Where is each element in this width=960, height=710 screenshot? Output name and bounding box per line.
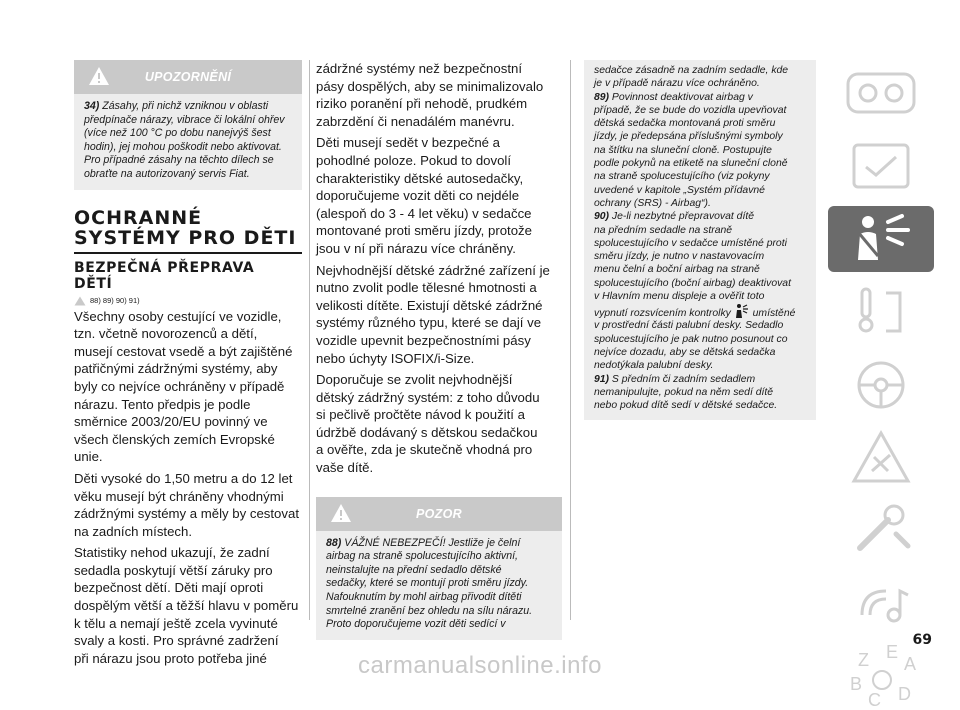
text-line: obraťte na autorizovaný servis Fiat. bbox=[84, 167, 250, 180]
text-line: vozidle upevnit bezpečnostními pásy bbox=[316, 332, 531, 348]
text-line: neinstalujte na přední sedadlo dětské bbox=[326, 563, 502, 576]
seatbelt-airbag-icon bbox=[828, 206, 934, 272]
text-line: nejvíce dozadu, aby se dětská sedačka bbox=[594, 346, 776, 358]
text-line: zádržnými systémy a měly by cestovat bbox=[74, 506, 299, 522]
index-letter-e: E bbox=[886, 644, 899, 662]
warning-breakdown-icon bbox=[828, 425, 934, 491]
section-subtitle bbox=[74, 260, 302, 292]
section-title bbox=[74, 208, 302, 248]
text-line: směrnice 2003/20/EU povinný ve bbox=[74, 414, 268, 430]
text-line: Nejvhodnější dětské zádržné zařízení je bbox=[316, 262, 550, 278]
column-divider bbox=[570, 60, 571, 620]
text-line: k tělu a nemají ještě zcela vyvinuté bbox=[74, 615, 278, 631]
tab-emergency[interactable] bbox=[828, 425, 934, 491]
text-line: při nárazu jsou proto potřeba jiné bbox=[74, 650, 267, 666]
tab-steering[interactable] bbox=[828, 352, 934, 418]
tab-dashboard[interactable] bbox=[828, 60, 934, 126]
index-letter-b: B bbox=[850, 674, 863, 694]
service-wrench-icon bbox=[828, 498, 934, 564]
warning-box-text bbox=[74, 94, 302, 190]
pozor-box-header bbox=[316, 497, 562, 531]
note-references bbox=[74, 296, 302, 306]
tab-service[interactable] bbox=[828, 498, 934, 564]
page-number: 69 bbox=[912, 632, 932, 648]
index-letter-z: Z bbox=[858, 650, 869, 670]
text-line: Zásahy, při nichž vzniknou v oblasti bbox=[102, 100, 269, 112]
text-line: Statistiky nehod ukazují, že zadní bbox=[74, 545, 270, 561]
note-number: 90) bbox=[594, 211, 610, 223]
index-letter-a: A bbox=[904, 654, 917, 674]
text-line: charakteristiky dětské autosedačky, bbox=[316, 170, 524, 186]
text-line: montované proti směru jízdy, protože bbox=[316, 223, 532, 239]
tab-safety[interactable] bbox=[828, 206, 934, 272]
text-line: případě, že se bude do vozidla upevňovat bbox=[594, 104, 787, 116]
text-line: riziko poranění při nehodě, prudkém bbox=[316, 96, 528, 112]
text-line: pohodlné poloze. Pokud to dovolí bbox=[316, 152, 512, 168]
text-line: sedačce zásadně na zadním sedadle, kde bbox=[594, 65, 789, 76]
text-line: tzn. včetně novorozenců a dětí, bbox=[74, 326, 258, 342]
text-line: sedačky, které se montují proti směru jízdy. bbox=[326, 577, 529, 590]
pozor-box-continued-text bbox=[584, 60, 816, 420]
paragraph bbox=[74, 470, 302, 540]
text-line: dětský zádržný systém: z toho důvodu bbox=[316, 389, 540, 405]
multimedia-radio-icon bbox=[828, 571, 934, 637]
text-line: v Hlavním menu displeje a ověřit toto bbox=[594, 291, 765, 303]
subtitle-line: DĚTÍ bbox=[74, 275, 113, 292]
text-line: nutno zvolit podle tělesné hmotnosti a bbox=[316, 280, 537, 296]
text-line: a ověřte, zda je skutečně vhodná pro bbox=[316, 442, 533, 458]
tab-multimedia[interactable] bbox=[828, 571, 934, 637]
warning-triangle-icon bbox=[74, 296, 86, 306]
text-line: jízdy, je předepsána příslušnými symboly bbox=[594, 131, 783, 143]
text-line: musejí cestovat vsedě a být zajištěné bbox=[74, 343, 293, 359]
text-line: patřičnými zádržnými systémy, aby bbox=[74, 361, 278, 377]
text-line: Pro případné zásahy na těchto dílech se bbox=[84, 154, 274, 167]
text-line: dospělým větší a těžší hlavu v poměru bbox=[74, 598, 299, 614]
text-line: na straně spolucestujícího (viz pokyny bbox=[594, 171, 770, 183]
airbag-off-warning-icon bbox=[734, 303, 750, 319]
text-line: podle pokynů na etiketě na sluneční cloně bbox=[594, 158, 788, 170]
pozor-box-title: POZOR bbox=[416, 506, 462, 521]
subtitle-line: BEZPEČNÁ PŘEPRAVA bbox=[74, 259, 255, 276]
text-line: (alespoň do 3 - 4 let věku) v sedačce bbox=[316, 205, 532, 221]
section-title-line: OCHRANNÉ bbox=[74, 206, 203, 229]
paragraph bbox=[316, 134, 562, 257]
text-line: spolucestujícího je pak nutno posunout co bbox=[594, 333, 788, 345]
text-line: nebo pokud dítě sedí v dětské sedačce. bbox=[594, 400, 778, 412]
text-line: doporučujeme vozit děti co nejdéle bbox=[316, 188, 520, 204]
warning-box bbox=[74, 60, 302, 190]
tab-car-info[interactable] bbox=[828, 133, 934, 199]
pozor-box bbox=[316, 497, 562, 640]
text-line: na zadních místech. bbox=[74, 523, 193, 539]
text-line: směru jízdy, je nutno v nastavovacím bbox=[594, 251, 765, 263]
note-number: 88) bbox=[326, 536, 342, 549]
note-number: 34) bbox=[84, 100, 100, 112]
paragraph bbox=[74, 544, 302, 667]
text-line: Je-li nezbytné přepravovat dítě bbox=[611, 211, 755, 223]
refs-text: 88) 89) 90) 91) bbox=[90, 296, 140, 306]
pozor-box-text bbox=[316, 531, 562, 640]
title-rule bbox=[74, 252, 302, 254]
index-letter-c: C bbox=[868, 690, 881, 710]
text-line: airbag na straně spolucestujícího aktivní, bbox=[326, 550, 518, 563]
text-line: ochrany (SRS) - Airbag“). bbox=[594, 197, 711, 209]
text-line: je v případě nárazu více ochráněno. bbox=[594, 78, 760, 90]
text-line: nemanipulujte, pokud na něm sedí dítě bbox=[594, 386, 774, 398]
section-title-line: SYSTÉMY PRO DĚTI bbox=[74, 226, 297, 249]
text-line: v prostřední části palubní desky. Sedadlo bbox=[594, 320, 784, 332]
warning-box-title: UPOZORNĚNÍ bbox=[144, 70, 232, 84]
text-line: svaly a kosti. Pro správné zadržení bbox=[74, 633, 279, 649]
index-letter-d: D bbox=[898, 684, 911, 704]
text-line: (více než 100 °C po dobu nanejvýš šest bbox=[84, 127, 271, 140]
text-line: hodin), jej mohou poškodit nebo aktivovat. bbox=[84, 140, 282, 153]
text-line: bezpečnost dětí. Děti mají oproti bbox=[74, 580, 264, 596]
text-line: zádržné systémy než bezpečnostní bbox=[316, 61, 522, 76]
text-line: spolucestujícího v sedačce umístěné proti bbox=[594, 237, 787, 249]
text-line: jsou v ní při nárazu více chráněny. bbox=[316, 240, 516, 256]
steering-wheel-icon bbox=[828, 352, 934, 418]
text-line: věku musejí být chráněny vhodnými bbox=[74, 488, 284, 504]
text-line: sedadla poskytují větší záruky pro bbox=[74, 562, 273, 578]
text-line: všech členských zemích Evropské unie. bbox=[74, 431, 275, 465]
text-line: Doporučuje se zvolit nejvhodnější bbox=[316, 372, 513, 388]
text-line: Povinnost deaktivovat airbag v bbox=[611, 91, 753, 103]
text-line: vypnutí rozsvícením kontrolky bbox=[594, 308, 731, 320]
text-line: uvedené v kapitole „Systém přídavné bbox=[594, 184, 765, 196]
text-line: Proto doporučujeme vozit děti sedící v bbox=[326, 618, 506, 631]
start-drive-icon bbox=[828, 279, 934, 345]
text-line: nebo úchyty ISOFIX/i-Size. bbox=[316, 350, 475, 366]
text-line: systémy různého typu, které se dají ve bbox=[316, 315, 542, 331]
paragraph bbox=[316, 371, 562, 477]
text-line: nárazu. Tento předpis je podle bbox=[74, 396, 251, 412]
text-line: Děti musejí sedět v bezpečné a bbox=[316, 135, 500, 151]
text-line: pásy dospělých, aby se minimalizovalo bbox=[316, 78, 544, 94]
text-line: Děti vysoké do 1,50 metru a do 12 let bbox=[74, 470, 293, 486]
body-text bbox=[316, 60, 562, 477]
text-line: na předním sedadle na straně bbox=[594, 224, 733, 236]
paragraph bbox=[316, 60, 562, 130]
text-line: menu čelní a boční airbag na straně bbox=[594, 264, 760, 276]
car-info-icon bbox=[828, 133, 934, 199]
warning-box-header bbox=[74, 60, 302, 94]
text-line: Nafouknutím by mohl airbag přivodit dítěti bbox=[326, 591, 522, 604]
column-divider bbox=[309, 60, 310, 620]
column-1 bbox=[74, 60, 302, 671]
note-number: 91) bbox=[594, 373, 610, 385]
text-line: dětská sedačka montovaná proti směru bbox=[594, 118, 776, 130]
body-text bbox=[74, 308, 302, 668]
car-dashboard-icon bbox=[828, 60, 934, 126]
paragraph bbox=[316, 262, 562, 368]
text-line: spolucestujícího (boční airbag) deaktivovat bbox=[594, 277, 791, 289]
text-line: umístěné bbox=[752, 308, 796, 320]
text-line: VÁŽNÉ NEBEZPEČÍ! Jestliže je čelní bbox=[344, 536, 521, 549]
text-line: si pečlivě pročtěte návod k použití a bbox=[316, 407, 525, 423]
text-line: předpínače nárazy, vibrace či lokální ohřev bbox=[84, 113, 285, 126]
text-line: zabrzdění či nenadálém manévru. bbox=[316, 113, 515, 129]
text-line: S předním či zadním sedadlem bbox=[611, 373, 756, 385]
text-line: velikosti dítěte. Existují dětské zádržné bbox=[316, 297, 543, 313]
column-3 bbox=[584, 60, 816, 420]
text-line: smrtelné zranění bez ohledu na sílu nárazu. bbox=[326, 604, 533, 617]
note-number: 89) bbox=[594, 91, 610, 103]
text-line: na štítku na sluneční cloně. Postupujte bbox=[594, 144, 772, 156]
text-line: vaše dítě. bbox=[316, 460, 374, 476]
text-line: byly co nejvíce ochráněny v případě bbox=[74, 378, 285, 394]
chapter-sidebar bbox=[828, 60, 936, 710]
pozor-box-continued bbox=[584, 60, 816, 420]
tab-start-drive[interactable] bbox=[828, 279, 934, 345]
text-line: údržbě dodávaný s dětskou sedačkou bbox=[316, 424, 538, 440]
column-2 bbox=[316, 60, 562, 640]
watermark: carmanualsonline.info bbox=[358, 652, 602, 679]
text-line: Všechny osoby cestující ve vozidle, bbox=[74, 308, 282, 324]
paragraph bbox=[74, 308, 302, 466]
text-line: nedotýkala palubní desky. bbox=[594, 360, 714, 372]
